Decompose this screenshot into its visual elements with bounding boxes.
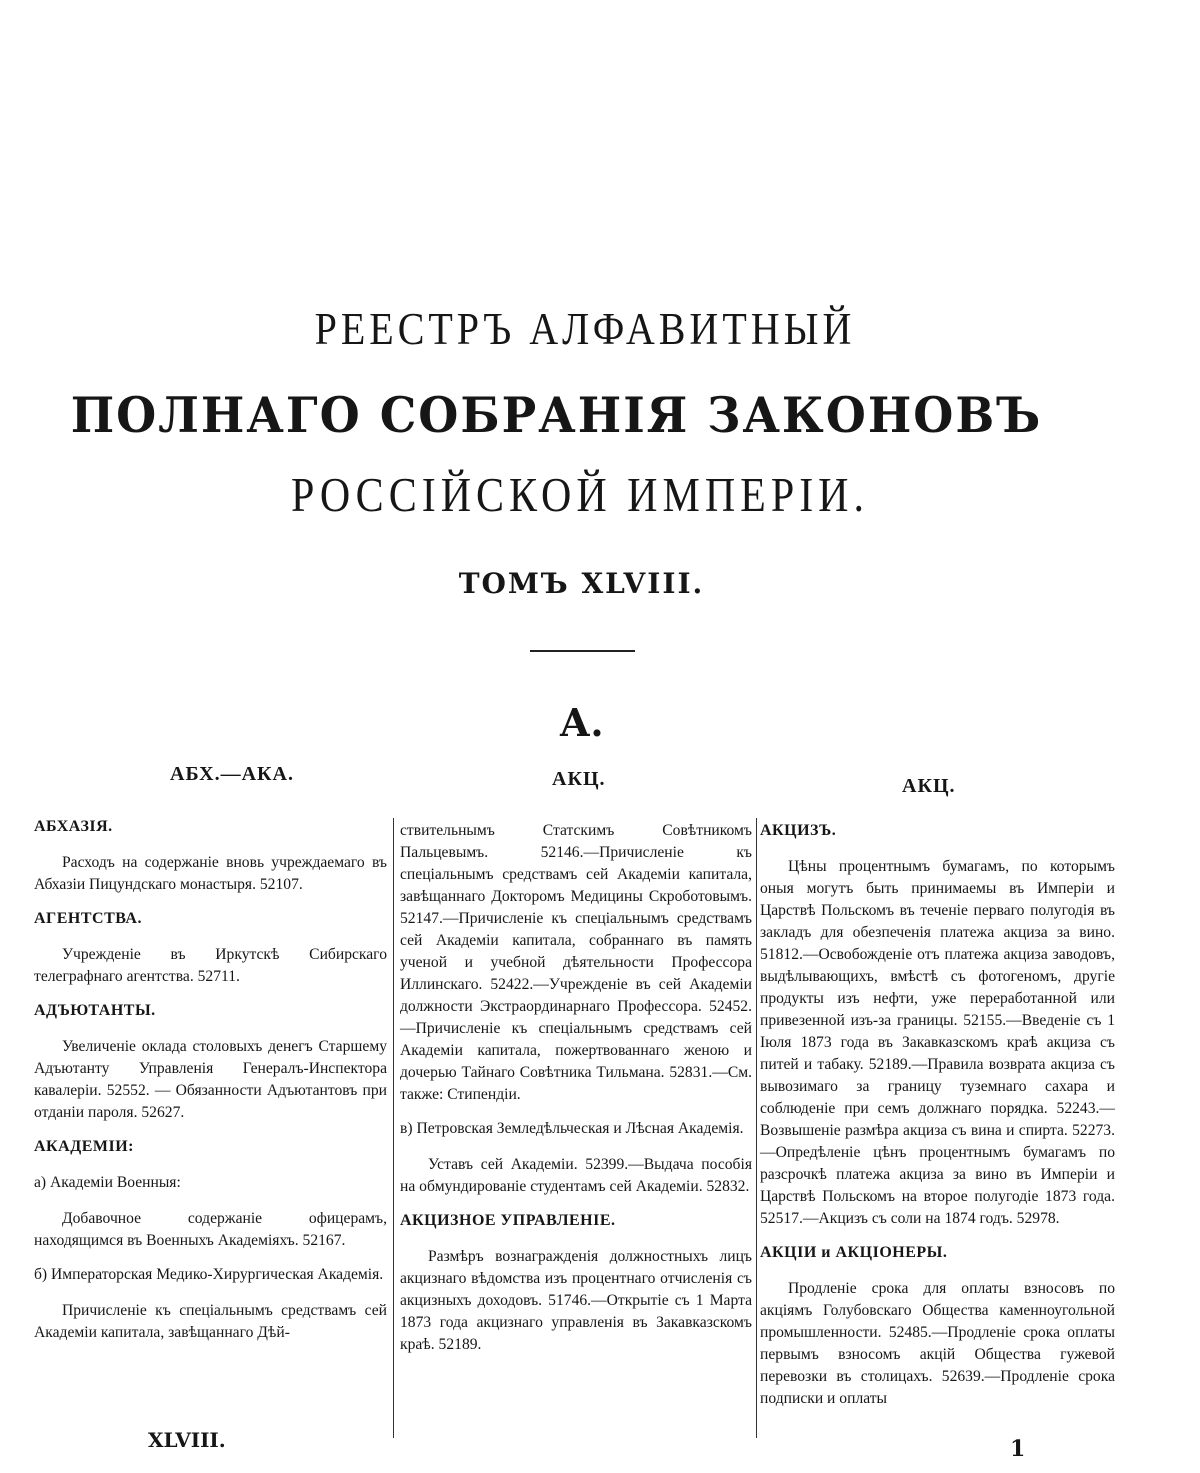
entry-text: Причисленіе къ спеціальнымъ средствамъ сей Академіи капитала, завѣщаннаго Дѣй- xyxy=(34,1302,387,1341)
column-1-header: АБХ.—АКА. xyxy=(170,763,294,785)
column-divider-1 xyxy=(393,818,394,1438)
column-divider-2 xyxy=(756,818,757,1438)
entry-heading: АКЦИЗНОЕ УПРАВЛЕНІЕ. xyxy=(400,1212,616,1229)
title-line-1: РЕЕСТРЪ АЛФАВИТНЫЙ xyxy=(314,302,856,355)
page-number: 1 xyxy=(1010,1436,1026,1462)
entry-text: Расходъ на содержаніе вновь учреждаемаго въ Абхазіи Пицундскаго монастыря. 52107. xyxy=(34,854,387,893)
entry-text: Размѣръ вознагражденія должностныхъ лицъ акцизнаго вѣдомства изъ процентнаго отчисленія съ акцизныхъ доходовъ. 51746.—Открытіе съ 1 Марта 1873 года акцизнаго управленія въ Закавказскомъ краѣ. 52189. xyxy=(400,1248,752,1353)
title-divider xyxy=(530,650,635,652)
entry-text: Учрежденіе въ Иркутскѣ Сибирскаго телеграфнаго агентства. 52711. xyxy=(34,946,387,985)
entry-heading: АКЦІИ и АКЦІОНЕРЫ. xyxy=(760,1244,948,1261)
section-letter: А. xyxy=(559,700,604,745)
entry-text: Увеличеніе оклада столовыхъ денегъ Старшему Адъютанту Управленія Генералъ-Инспектора кавалеріи. 52552. — Обязанности Адъютантовъ при отданіи пароля. 52627. xyxy=(34,1038,387,1121)
entry-text: Уставъ сей Академіи. 52399.—Выдача пособія на обмундированіе студентамъ сей Академіи. 52832. xyxy=(400,1156,752,1195)
title-line-2: ПОЛНАГО СОБРАНІЯ ЗАКОНОВЪ xyxy=(70,386,1043,444)
subsection-heading: в) Петровская Земледѣльческая и Лѣсная Академія. xyxy=(400,1120,744,1137)
entry-text: Цѣны процентнымъ бумагамъ, по которымъ оныя могутъ быть принимаемы въ Имперіи и Царствѣ Польскомъ въ теченіе перваго полугодія въ закладъ для обезпеченія платежа акциза за вино. 51812.—Освобожденіе отъ платежа акциза заводовъ, выдѣлывающихъ, вмѣстѣ съ фотогеномъ, другіе продукты изъ нефти, уже переработанной или привезенной изъ-за границы. 52155.—Введеніе съ 1 Іюля 1873 года въ Закавказскомъ краѣ акциза съ питей и табаку. 52189.—Правила возврата акциза съ вывозимаго за границу туземнаго сахара и соблюденіе при семъ должнаго порядка. 52243.—Возвышеніе размѣра акциза съ вина и спирта. 52273.—Опредѣленіе цѣнъ процентнымъ бумагамъ по разсрочкѣ платежа акциза за вино въ Имперіи и Царствѣ Польскомъ на второе полугодіе 1873 года. 52517.—Акцизъ съ соли на 1874 годъ. 52978. xyxy=(760,858,1115,1227)
column-2-header: АКЦ. xyxy=(552,768,606,790)
footer-volume-mark: XLVIII. xyxy=(148,1428,226,1452)
entry-heading: АБХАЗІЯ. xyxy=(34,818,113,835)
subsection-heading: б) Императорская Медико-Хирургическая Академія. xyxy=(34,1266,384,1283)
entry-text: ствительнымъ Статскимъ Совѣтникомъ Пальцевымъ. 52146.—Причисленіе къ спеціальнымъ средствамъ сей Академіи капитала, завѣщаннаго Докторомъ Медицины Скроботовымъ. 52147.—Причисленіе къ спеціальнымъ средствамъ сей Академіи капитала, собраннаго въ память ученой и учебной дѣятельности Профессора Иллинскаго. 52422.—Учрежденіе въ сей Академіи должности Экстраординарнаго Профессора. 52452.—Причисленіе къ спеціальнымъ средствамъ сей Академіи капитала, пожертвованнаго женою и дочерью Тайнаго Совѣтника Тильмана. 52831.—См. также: Стипендіи. xyxy=(400,822,752,1103)
entry-heading: АДЪЮТАНТЫ. xyxy=(34,1002,156,1019)
entry-text: Продленіе срока для оплаты взносовъ по акціямъ Голубовскаго Общества каменноугольной промышленности. 52485.—Продленіе срока оплаты первымъ взносомъ акцій Общества гужевой перевозки въ столицахъ. 52639.—Продленіе срока подписки и оплаты xyxy=(760,1280,1115,1407)
subsection-heading: а) Академіи Военныя: xyxy=(34,1174,181,1191)
column-3 xyxy=(760,820,1115,1410)
volume-heading: ТОМЪ XLVIII. xyxy=(458,567,705,600)
entry-heading: АКЦИЗЪ. xyxy=(760,822,837,839)
title-line-3: РОССІЙСКОЙ ИМПЕРІИ. xyxy=(290,469,870,523)
entry-heading: АКАДЕМІИ: xyxy=(34,1138,134,1155)
entry-heading: АГЕНТСТВА. xyxy=(34,910,142,927)
column-2 xyxy=(400,820,752,1356)
column-3-header: АКЦ. xyxy=(902,775,956,797)
column-1 xyxy=(34,816,387,1344)
entry-text: Добавочное содержаніе офицерамъ, находящимся въ Военныхъ Академіяхъ. 52167. xyxy=(34,1210,387,1249)
